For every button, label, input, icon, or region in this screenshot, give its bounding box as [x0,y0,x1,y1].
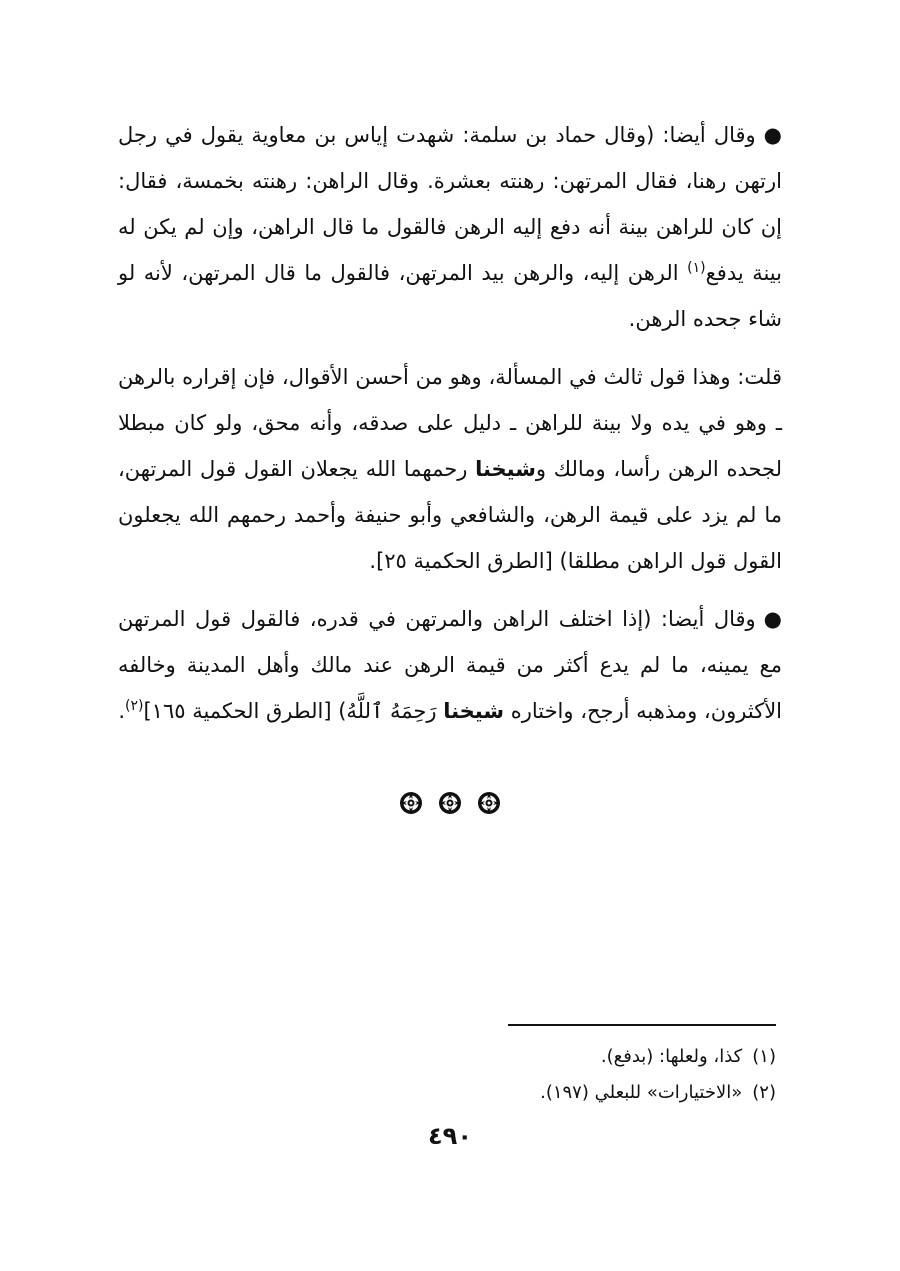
star-flower-icon [476,790,502,816]
body-text [118,112,782,746]
footnote-separator [508,1024,776,1026]
paragraph-1-text-part-2: الرهن إليه، والرهن بيد المرتهن، فالقول ما قال المرتهن، لأنه لو شاء جحده الرهن. [118,261,782,331]
footnote-ref-1[interactable]: (١) [687,260,706,276]
page-number: ٤٩٠ [428,1122,472,1150]
section-divider-ornaments [0,790,900,820]
paragraph-3 [118,596,782,734]
footnote-1-text: كذا، ولعلها: (بدفع). [600,1046,743,1067]
footnotes [136,1040,776,1112]
paragraph-3-text-part-3: . [118,699,125,723]
footnote-2-number: (٢) [752,1082,776,1103]
star-flower-icon [398,790,424,816]
footnote-ref-2[interactable]: (٢) [125,698,144,714]
paragraph-1-text-part-1: وقال أيضا: (وقال حماد بن سلمة: شهدت إياس بن معاوية يقول في رجل ارتهن رهنا، فقال المرتهن: رهنته بعشرة. وقال الراهن: رهنته بخمسة، فقال: إن كان للراهن بينة أنه دفع إليه الرهن فالقول ما قال الراهن، وإن لم يكن له بينة يدفع [118,123,782,285]
bullet-icon: ● [763,607,782,631]
paragraph-1 [118,112,782,342]
paragraph-2-bold-term: شيخنا [475,457,536,481]
footnote-1-number: (١) [752,1046,776,1067]
paragraph-2-text-part-1: قلت: وهذا قول ثالث في المسألة، وهو من أحسن الأقوال، فإن إقراره بالرهن ـ وهو في يده ولا بينة للراهن ـ دليل على صدقه، وأنه محق، ولو كان مبطلا لجحده الرهن رأسا، ومالك و [118,365,782,481]
paragraph-3-text-part-2: ) [الطرق الحكمية ١٦٥] [143,699,347,723]
paragraph-2 [118,354,782,584]
paragraph-3-honorific: رَحِمَهُ ٱللَّهُ [346,699,444,723]
star-flower-icon [437,790,463,816]
footnote-2 [136,1076,776,1110]
paragraph-3-bold-term: شيخنا [443,699,505,723]
paragraph-2-text-part-2: رحمهما الله يجعلان القول قول المرتهن، ما لم يزد على قيمة الرهن، والشافعي وأبو حنيفة وأحمد رحمهم الله يجعلون القول قول الراهن مطلقا) [الطرق الحكمية ٢٥]. [118,457,782,573]
bullet-icon: ● [763,123,782,147]
paragraph-3-text-part-1: وقال أيضا: (إذا اختلف الراهن والمرتهن في قدره، فالقول قول المرتهن مع يمينه، ما لم يدع أكثر من قيمة الرهن عند مالك وأهل المدينة وخالفه الأكثرون، ومذهبه أرجح، واختاره [118,607,782,723]
footnote-1 [136,1040,776,1074]
footnote-2-text: «الاختيارات» للبعلي (١٩٧). [540,1082,743,1103]
